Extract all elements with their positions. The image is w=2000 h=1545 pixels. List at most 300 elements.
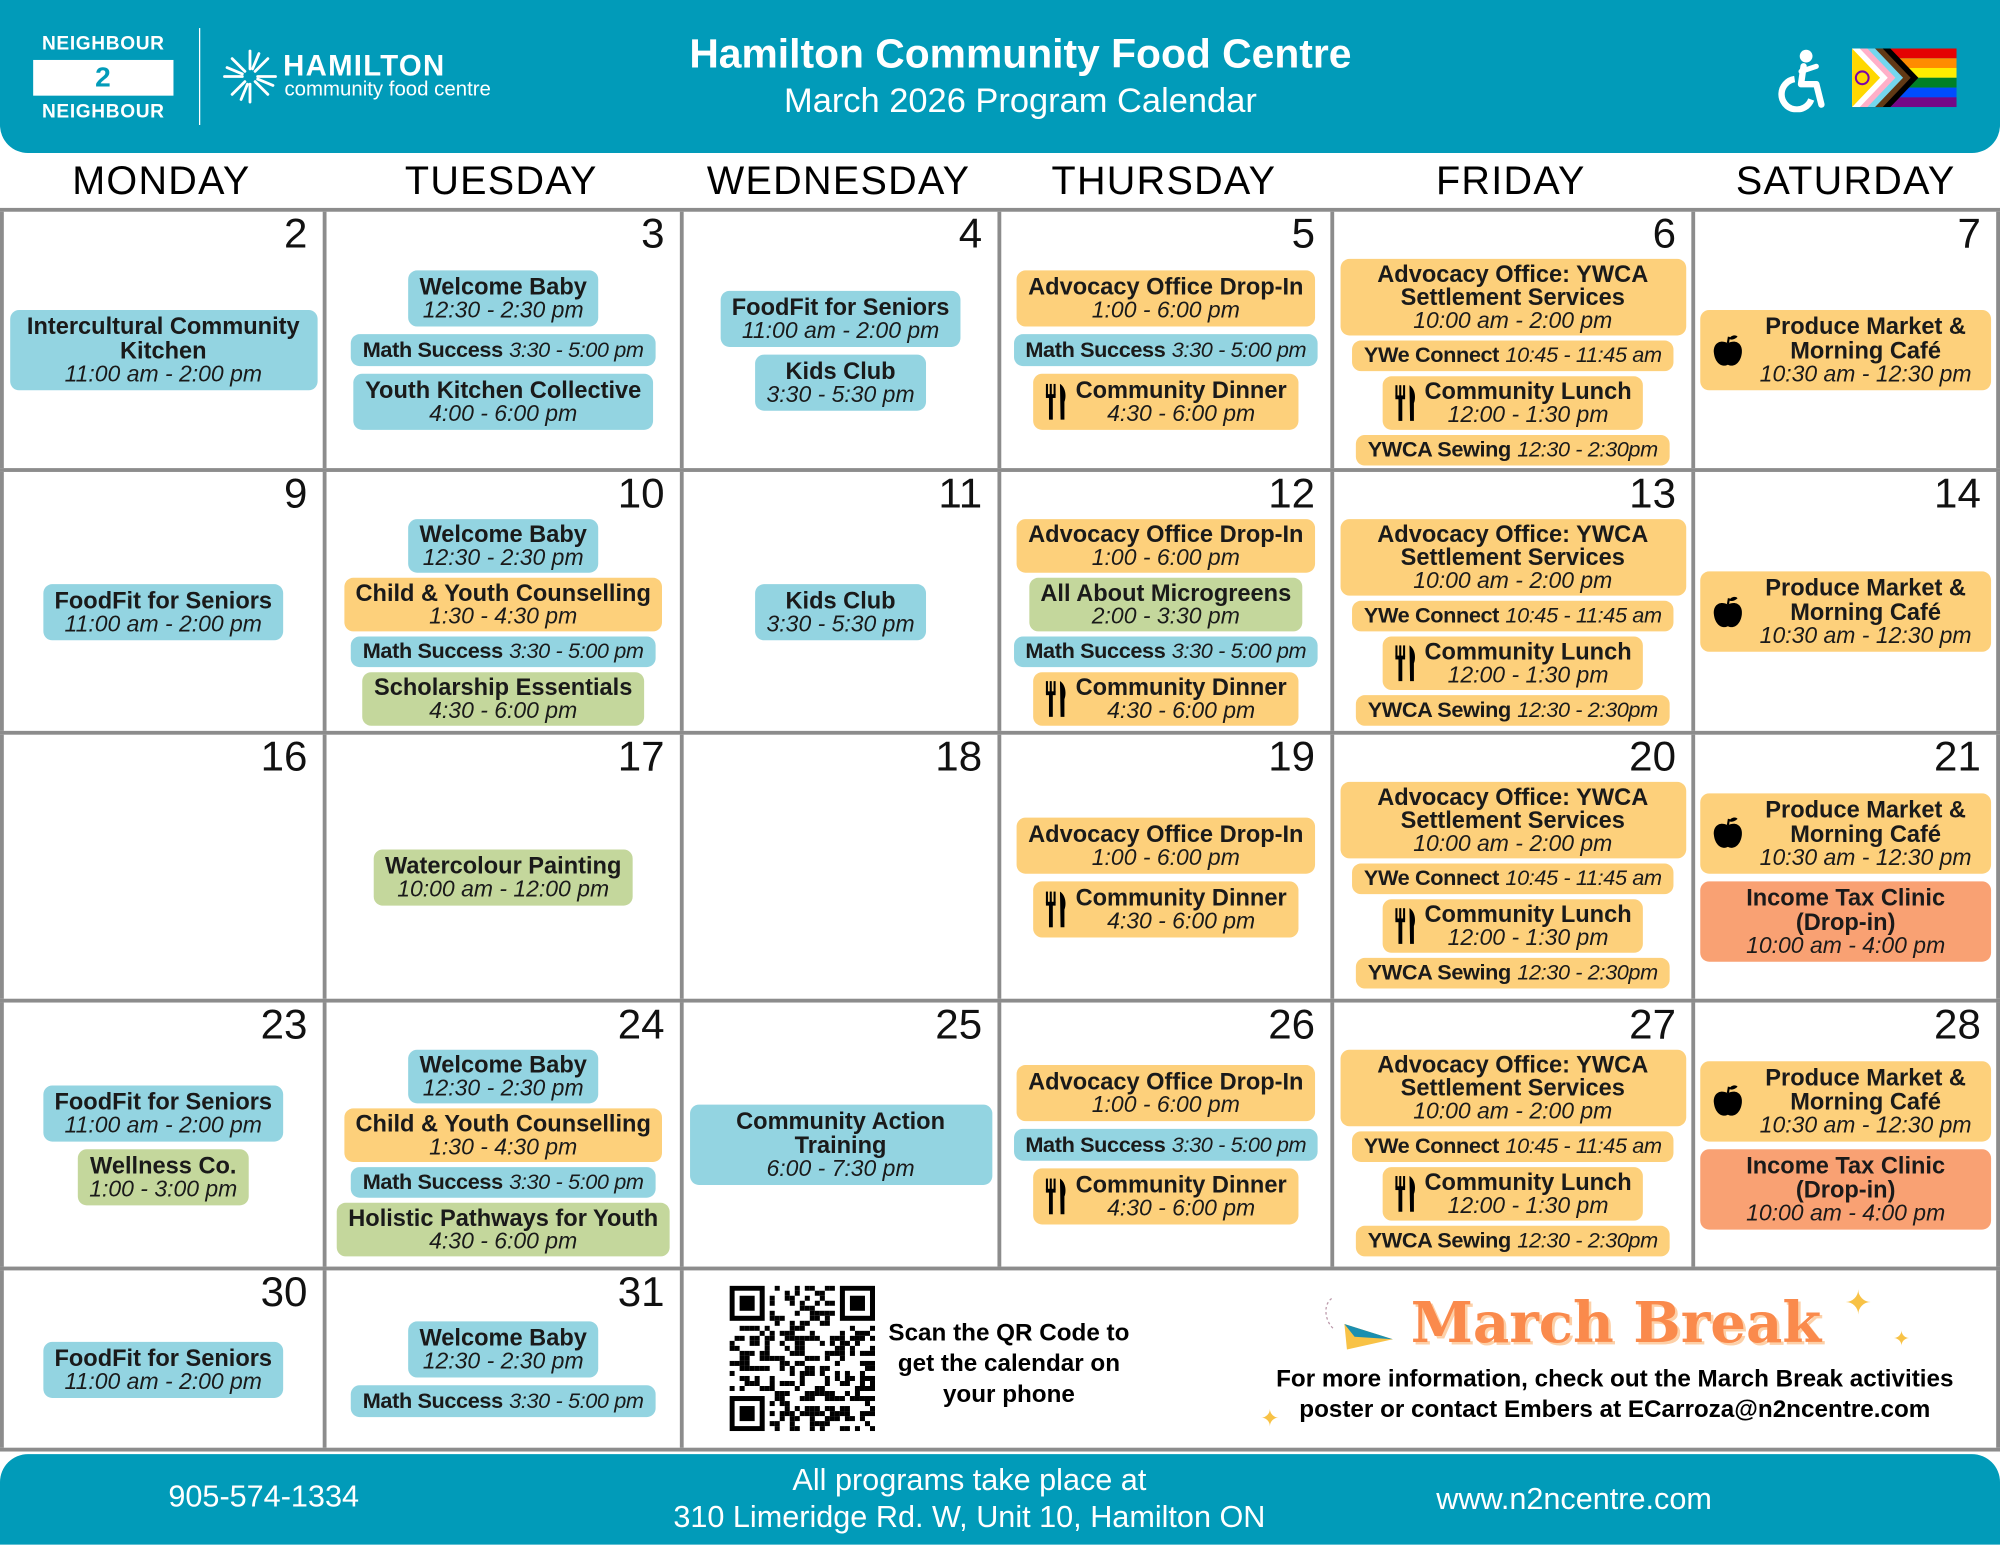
date-number: 28 bbox=[1934, 999, 1981, 1048]
event-text bbox=[1025, 338, 1306, 362]
event-item[interactable] bbox=[351, 636, 655, 667]
event-title: Youth Kitchen Collective bbox=[365, 376, 642, 404]
event-item[interactable] bbox=[408, 270, 598, 326]
date-number: 26 bbox=[1268, 999, 1316, 1048]
fork-knife-icon bbox=[1045, 680, 1068, 718]
event-time: 12:30 - 2:30 pm bbox=[422, 1348, 584, 1374]
event-time: 4:00 - 6:00 pm bbox=[429, 400, 578, 427]
event-title: Welcome Baby bbox=[419, 1323, 587, 1351]
event-title: Math Success bbox=[1025, 639, 1166, 664]
event-time: 11:00 am - 2:00 pm bbox=[64, 1367, 262, 1394]
header-banner bbox=[0, 0, 2000, 153]
day-cell bbox=[1330, 732, 1691, 999]
event-item[interactable] bbox=[1356, 1226, 1669, 1257]
event-item[interactable] bbox=[1014, 636, 1318, 667]
event-text bbox=[701, 1108, 980, 1181]
event-time: 11:00 am - 2:00 pm bbox=[64, 1111, 262, 1138]
event-text bbox=[1368, 439, 1658, 462]
event-time: 3:30 - 5:00 pm bbox=[509, 1169, 644, 1194]
day-cell bbox=[323, 1267, 680, 1447]
event-time: 12:00 - 1:30 pm bbox=[1447, 401, 1609, 428]
event-time: 1:00 - 6:00 pm bbox=[1091, 297, 1240, 323]
event-item[interactable] bbox=[344, 578, 662, 632]
day-cell bbox=[1330, 209, 1691, 468]
event-item[interactable] bbox=[1029, 578, 1303, 632]
address bbox=[612, 1462, 1326, 1536]
event-item[interactable] bbox=[689, 1105, 991, 1185]
event-title: Income Tax Clinic (Drop-in) bbox=[1746, 1151, 1946, 1203]
event-text bbox=[54, 587, 272, 635]
event-time: 10:30 am - 12:30 pm bbox=[1759, 622, 1972, 648]
event-item[interactable] bbox=[1382, 1167, 1643, 1221]
event-item[interactable] bbox=[408, 1050, 598, 1104]
event-text bbox=[1752, 575, 1980, 648]
event-title: Kids Club bbox=[785, 356, 896, 384]
sparkle-icon: ✦ bbox=[1260, 1405, 1280, 1432]
date-number: 31 bbox=[617, 1267, 665, 1316]
day-cell bbox=[1691, 469, 2000, 731]
event-item[interactable] bbox=[363, 672, 644, 726]
fork-knife-icon bbox=[1394, 907, 1417, 945]
event-time: 10:45 - 11:45 am bbox=[1505, 866, 1662, 891]
event-text bbox=[363, 338, 644, 362]
date-number: 25 bbox=[935, 999, 983, 1048]
event-title: Community Lunch bbox=[1424, 900, 1632, 928]
event-time: 11:00 am - 2:00 pm bbox=[741, 316, 940, 343]
event-time: 10:30 am - 12:30 pm bbox=[1759, 1111, 1972, 1138]
event-title: Advocacy Office: YWCA Settlement Services bbox=[1377, 520, 1649, 571]
event-item[interactable] bbox=[1700, 881, 1991, 961]
event-list bbox=[1700, 1028, 1991, 1261]
event-text bbox=[767, 587, 915, 635]
event-title: Community Lunch bbox=[1424, 637, 1632, 665]
calendar-grid bbox=[0, 208, 2000, 1452]
event-text bbox=[1712, 885, 1980, 958]
event-text bbox=[419, 520, 587, 571]
event-text bbox=[1028, 1069, 1303, 1117]
event-title: Community Lunch bbox=[1424, 377, 1632, 405]
date-number: 12 bbox=[1268, 469, 1316, 517]
event-item[interactable] bbox=[1340, 782, 1686, 859]
event-item[interactable] bbox=[720, 290, 961, 346]
event-title: All About Microgreens bbox=[1040, 579, 1292, 606]
event-title: Advocacy Office: YWCA Settlement Services bbox=[1377, 1051, 1649, 1101]
event-time: 10:45 - 11:45 am bbox=[1505, 343, 1662, 368]
day-cell bbox=[0, 469, 323, 731]
event-text bbox=[355, 1109, 651, 1160]
logo-text: NEIGHBOUR bbox=[41, 100, 165, 123]
day-cell bbox=[323, 732, 680, 999]
event-list bbox=[1006, 1028, 1325, 1261]
event-item[interactable] bbox=[755, 584, 926, 640]
event-item[interactable] bbox=[1033, 881, 1298, 937]
event-list bbox=[332, 1296, 675, 1443]
event-time: 3:30 - 5:00 pm bbox=[509, 338, 644, 363]
event-text bbox=[419, 274, 586, 322]
event-item[interactable] bbox=[1352, 1131, 1673, 1162]
event-text bbox=[1028, 274, 1303, 322]
event-item[interactable] bbox=[1700, 310, 1991, 390]
event-item[interactable] bbox=[43, 1085, 284, 1141]
event-list bbox=[1700, 497, 1991, 725]
event-text bbox=[1368, 962, 1658, 985]
website-link[interactable]: www.n2ncentre.com bbox=[1436, 1482, 1712, 1517]
event-time: 4:30 - 6:00 pm bbox=[1107, 1195, 1256, 1221]
event-time: 1:00 - 6:00 pm bbox=[1091, 843, 1240, 870]
event-title: Advocacy Office Drop-In bbox=[1028, 520, 1304, 548]
footer-banner bbox=[0, 1454, 2000, 1545]
event-text bbox=[365, 378, 641, 426]
event-time: 10:00 am - 2:00 pm bbox=[1413, 567, 1613, 594]
event-time: 10:30 am - 12:30 pm bbox=[1759, 843, 1972, 870]
event-title: FoodFit for Seniors bbox=[54, 1087, 273, 1115]
event-list bbox=[332, 519, 675, 728]
apple-icon bbox=[1712, 330, 1744, 371]
logo-text: NEIGHBOUR bbox=[41, 33, 165, 55]
event-time: 1:00 - 6:00 pm bbox=[1091, 544, 1240, 571]
event-title: Community Lunch bbox=[1424, 1168, 1632, 1196]
event-title: Welcome Baby bbox=[419, 272, 587, 300]
paper-plane-icon bbox=[1321, 1293, 1398, 1357]
event-item[interactable] bbox=[1382, 376, 1643, 430]
event-title: Wellness Co. bbox=[90, 1151, 237, 1178]
event-item[interactable] bbox=[1382, 899, 1643, 953]
day-cell bbox=[997, 209, 1330, 468]
event-title: Produce Market & Morning Café bbox=[1765, 573, 1966, 625]
date-number: 14 bbox=[1934, 469, 1981, 517]
event-item[interactable] bbox=[1340, 1050, 1686, 1127]
event-item[interactable] bbox=[1700, 1061, 1991, 1141]
event-list bbox=[689, 497, 993, 725]
event-time: 10:00 am - 4:00 pm bbox=[1746, 931, 1946, 958]
date-number: 6 bbox=[1652, 209, 1677, 257]
day-label-monday: MONDAY bbox=[72, 158, 251, 203]
date-number: 18 bbox=[935, 732, 983, 780]
fork-knife-icon bbox=[1394, 644, 1417, 682]
event-time: 4:30 - 6:00 pm bbox=[429, 697, 578, 724]
date-number: 21 bbox=[1934, 732, 1981, 780]
event-time: 4:30 - 6:00 pm bbox=[429, 1228, 578, 1254]
day-label-saturday: SATURDAY bbox=[1735, 158, 1956, 203]
event-title: YWCA Sewing bbox=[1367, 437, 1511, 462]
day-label-wednesday: WEDNESDAY bbox=[706, 158, 971, 203]
event-text bbox=[1076, 885, 1287, 933]
event-list bbox=[689, 1028, 993, 1261]
event-item[interactable] bbox=[43, 584, 284, 640]
event-text bbox=[1028, 821, 1303, 869]
date-number: 5 bbox=[1291, 209, 1316, 257]
event-list bbox=[332, 1050, 675, 1264]
date-number: 13 bbox=[1629, 469, 1677, 517]
event-item[interactable] bbox=[344, 1108, 662, 1162]
day-cell bbox=[323, 999, 680, 1267]
event-title: Welcome Baby bbox=[419, 1051, 587, 1078]
event-time: 11:00 am - 2:00 pm bbox=[64, 610, 262, 636]
event-title: Community Action Training bbox=[736, 1107, 945, 1159]
event-time: 12:00 - 1:30 pm bbox=[1447, 1192, 1609, 1219]
march-break-title: March Break bbox=[1410, 1290, 1822, 1356]
date-number: 30 bbox=[260, 1267, 308, 1316]
event-text bbox=[21, 314, 305, 387]
event-time: 10:00 am - 12:00 pm bbox=[397, 875, 610, 902]
event-text bbox=[363, 640, 644, 663]
event-text bbox=[348, 1204, 659, 1254]
day-cell bbox=[0, 732, 323, 999]
event-title: YWe Connect bbox=[1363, 866, 1500, 891]
event-title: YWe Connect bbox=[1363, 603, 1500, 628]
event-item[interactable] bbox=[351, 334, 655, 366]
event-text bbox=[1364, 1135, 1662, 1158]
date-number: 20 bbox=[1629, 732, 1677, 780]
event-list bbox=[1339, 519, 1686, 728]
event-time: 2:00 - 3:30 pm bbox=[1091, 603, 1240, 629]
day-cell bbox=[1691, 209, 2000, 468]
event-time: 10:30 am - 12:30 pm bbox=[1759, 360, 1972, 387]
event-text bbox=[1076, 1172, 1287, 1220]
event-item[interactable] bbox=[78, 1149, 249, 1205]
event-item[interactable] bbox=[351, 1385, 655, 1417]
event-item[interactable] bbox=[1356, 958, 1669, 989]
event-text bbox=[1424, 900, 1632, 951]
event-time: 4:30 - 6:00 pm bbox=[1107, 400, 1256, 427]
page-title: Hamilton Community Food Centre bbox=[689, 30, 1352, 77]
weekday-header bbox=[0, 153, 2000, 208]
event-list bbox=[689, 237, 993, 463]
date-number: 4 bbox=[958, 209, 983, 257]
day-label-tuesday: TUESDAY bbox=[404, 158, 598, 203]
week-row bbox=[0, 208, 2000, 468]
event-item[interactable] bbox=[1700, 571, 1991, 651]
event-title: Community Dinner bbox=[1075, 883, 1287, 911]
event-title: Math Success bbox=[362, 1169, 503, 1194]
march-break-info: For more information, check out the March Break activities poster or contact Embers at ECarroza@n2ncentre.com bbox=[1276, 1366, 1954, 1424]
event-text bbox=[363, 1389, 644, 1413]
fork-knife-icon bbox=[1394, 1175, 1417, 1213]
date-number: 3 bbox=[641, 209, 665, 257]
event-text bbox=[732, 294, 950, 342]
event-item[interactable] bbox=[1700, 793, 1991, 873]
event-title: Income Tax Clinic (Drop-in) bbox=[1746, 883, 1946, 935]
event-item[interactable] bbox=[1356, 435, 1669, 466]
event-time: 12:30 - 2:30pm bbox=[1517, 1228, 1658, 1253]
event-time: 3:30 - 5:00 pm bbox=[509, 1389, 644, 1414]
event-text bbox=[1364, 867, 1662, 890]
fork-knife-icon bbox=[1045, 1177, 1068, 1215]
event-time: 1:00 - 3:00 pm bbox=[89, 1175, 238, 1201]
event-item[interactable] bbox=[1033, 1168, 1298, 1224]
week-row bbox=[0, 731, 2000, 999]
march-break-promo bbox=[680, 1270, 2000, 1447]
event-time: 12:30 - 2:30pm bbox=[1517, 960, 1658, 985]
day-cell bbox=[0, 999, 323, 1267]
event-time: 10:00 am - 2:00 pm bbox=[1413, 830, 1613, 856]
event-list bbox=[9, 1296, 318, 1443]
event-item[interactable] bbox=[755, 354, 926, 410]
event-text bbox=[355, 579, 651, 629]
date-number: 16 bbox=[260, 732, 308, 780]
event-item[interactable] bbox=[1033, 672, 1298, 726]
event-title: Produce Market & Morning Café bbox=[1765, 795, 1966, 847]
event-time: 3:30 - 5:30 pm bbox=[766, 610, 915, 636]
week-row bbox=[0, 999, 2000, 1267]
event-text bbox=[54, 1089, 272, 1137]
event-text bbox=[1076, 378, 1287, 426]
event-text bbox=[1712, 1152, 1980, 1225]
event-time: 12:30 - 2:30 pm bbox=[422, 1075, 584, 1101]
date-number: 23 bbox=[260, 999, 308, 1048]
event-title: Advocacy Office Drop-In bbox=[1028, 272, 1304, 300]
event-text bbox=[1424, 377, 1632, 428]
event-time: 12:30 - 2:30 pm bbox=[422, 544, 584, 571]
event-list bbox=[332, 237, 675, 463]
date-number: 10 bbox=[617, 469, 665, 517]
logo-text: 2 bbox=[33, 60, 173, 96]
event-time: 12:30 - 2:30 pm bbox=[422, 297, 584, 323]
event-item[interactable] bbox=[408, 519, 598, 573]
day-label-friday: FRIDAY bbox=[1435, 158, 1586, 203]
event-item[interactable] bbox=[1352, 864, 1673, 895]
event-text bbox=[419, 1051, 587, 1101]
event-text bbox=[1351, 260, 1674, 333]
event-item[interactable] bbox=[351, 1167, 655, 1198]
day-cell bbox=[1330, 999, 1691, 1267]
fork-knife-icon bbox=[1394, 384, 1417, 422]
event-title: Welcome Baby bbox=[419, 520, 587, 548]
event-title: Advocacy Office Drop-In bbox=[1028, 1067, 1304, 1095]
day-cell bbox=[680, 209, 998, 468]
event-title: FoodFit for Seniors bbox=[54, 586, 273, 613]
qr-code-icon[interactable] bbox=[730, 1286, 875, 1431]
event-text bbox=[1364, 605, 1662, 628]
event-item[interactable] bbox=[43, 1341, 284, 1397]
event-text bbox=[89, 1152, 237, 1200]
event-title: YWe Connect bbox=[1363, 1133, 1500, 1159]
event-text bbox=[1752, 797, 1980, 870]
event-item[interactable] bbox=[1382, 636, 1643, 690]
event-item[interactable] bbox=[1340, 519, 1686, 596]
event-list bbox=[1006, 760, 1325, 993]
event-time: 10:00 am - 2:00 pm bbox=[1413, 307, 1613, 333]
event-item[interactable] bbox=[1017, 270, 1315, 326]
day-cell bbox=[680, 999, 998, 1267]
sparkle-icon: ✦ bbox=[1844, 1283, 1873, 1322]
event-item[interactable] bbox=[1017, 817, 1315, 873]
event-title: Intercultural Community Kitchen bbox=[26, 312, 300, 364]
event-title: Advocacy Office: YWCA Settlement Services bbox=[1377, 783, 1649, 833]
day-cell bbox=[997, 999, 1330, 1267]
date-number: 7 bbox=[1957, 209, 1981, 257]
page-subtitle: March 2026 Program Calendar bbox=[784, 81, 1257, 120]
date-number: 11 bbox=[938, 469, 983, 517]
event-title: Math Success bbox=[362, 1389, 503, 1414]
event-title: YWCA Sewing bbox=[1367, 697, 1511, 722]
event-item[interactable] bbox=[408, 1321, 598, 1377]
event-text bbox=[363, 1171, 644, 1194]
event-text bbox=[1424, 1168, 1632, 1219]
event-item[interactable] bbox=[1014, 334, 1318, 366]
event-title: YWCA Sewing bbox=[1367, 1228, 1511, 1253]
event-time: 10:45 - 11:45 am bbox=[1505, 603, 1662, 628]
event-title: Community Dinner bbox=[1075, 376, 1287, 404]
event-item[interactable] bbox=[354, 374, 653, 430]
week-row bbox=[0, 1267, 2000, 1452]
event-text bbox=[1368, 1230, 1658, 1253]
event-title: Math Success bbox=[1025, 338, 1166, 363]
event-time: 11:00 am - 2:00 pm bbox=[64, 360, 262, 387]
event-title: Kids Club bbox=[785, 586, 896, 613]
event-item[interactable] bbox=[337, 1203, 670, 1257]
logo-text: community food centre bbox=[284, 79, 491, 101]
event-time: 3:30 - 5:00 pm bbox=[1171, 1132, 1307, 1157]
event-text bbox=[1351, 520, 1674, 594]
event-text bbox=[1351, 1051, 1674, 1124]
event-item[interactable] bbox=[1352, 341, 1673, 372]
event-time: 1:00 - 6:00 pm bbox=[1091, 1091, 1240, 1118]
event-item[interactable] bbox=[1033, 374, 1298, 430]
qr-instructions: Scan the QR Code to get the calendar on your phone bbox=[888, 1320, 1130, 1409]
event-time: 1:30 - 4:30 pm bbox=[429, 603, 578, 629]
event-title: Produce Market & Morning Café bbox=[1765, 1063, 1966, 1115]
event-list bbox=[1339, 782, 1686, 996]
day-cell bbox=[323, 469, 680, 731]
phone-number: 905-574-1334 bbox=[168, 1479, 360, 1515]
event-item[interactable] bbox=[1356, 695, 1669, 726]
event-text bbox=[1752, 1064, 1980, 1137]
event-title: Advocacy Office Drop-In bbox=[1028, 819, 1304, 847]
event-item[interactable] bbox=[373, 849, 632, 905]
event-time: 3:30 - 5:00 pm bbox=[1171, 639, 1307, 664]
event-item[interactable] bbox=[1352, 601, 1673, 632]
date-number: 27 bbox=[1629, 999, 1677, 1048]
event-title: FoodFit for Seniors bbox=[731, 292, 950, 320]
event-list bbox=[332, 760, 675, 993]
event-time: 3:30 - 5:00 pm bbox=[1171, 338, 1307, 363]
event-item[interactable] bbox=[10, 310, 317, 390]
address-line: 310 Limeridge Rd. W, Unit 10, Hamilton ON bbox=[673, 1499, 1266, 1535]
event-title: YWe Connect bbox=[1363, 343, 1500, 368]
event-item[interactable] bbox=[1700, 1149, 1991, 1229]
event-list bbox=[1006, 519, 1325, 728]
event-text bbox=[1424, 637, 1632, 688]
event-title: Math Success bbox=[362, 639, 503, 664]
fork-knife-icon bbox=[1045, 890, 1068, 928]
event-time: 10:00 am - 2:00 pm bbox=[1413, 1098, 1613, 1124]
day-cell bbox=[323, 209, 680, 468]
event-title: Child & Youth Counselling bbox=[355, 1109, 651, 1137]
event-list bbox=[1339, 1050, 1686, 1264]
event-list bbox=[9, 237, 318, 463]
event-item[interactable] bbox=[1017, 1065, 1315, 1121]
event-item[interactable] bbox=[1014, 1129, 1318, 1161]
event-list bbox=[9, 760, 318, 993]
event-time: 3:30 - 5:00 pm bbox=[509, 639, 644, 664]
date-number: 2 bbox=[283, 209, 308, 257]
day-cell bbox=[680, 732, 998, 999]
progress-pride-flag-icon bbox=[1852, 48, 1957, 107]
event-title: Watercolour Painting bbox=[384, 851, 622, 879]
event-title: FoodFit for Seniors bbox=[54, 1343, 273, 1371]
event-title: Math Success bbox=[362, 338, 503, 363]
event-item[interactable] bbox=[1017, 519, 1315, 573]
apple-icon bbox=[1712, 591, 1744, 632]
event-time: 10:00 am - 4:00 pm bbox=[1746, 1199, 1946, 1226]
day-cell bbox=[997, 469, 1330, 731]
event-title: YWCA Sewing bbox=[1367, 960, 1511, 985]
day-cell bbox=[1691, 999, 2000, 1267]
event-item[interactable] bbox=[1340, 259, 1686, 336]
event-title: Advocacy Office: YWCA Settlement Services bbox=[1377, 260, 1649, 310]
logo-text: HAMILTON bbox=[283, 48, 446, 82]
